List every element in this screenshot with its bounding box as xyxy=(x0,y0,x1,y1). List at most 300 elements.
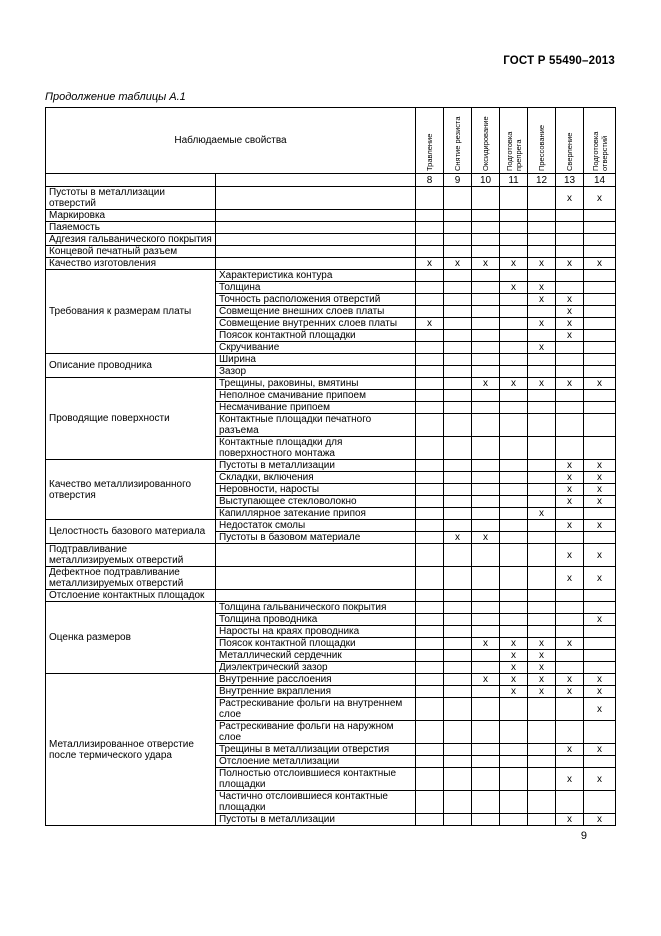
property-sub-label: Выступающее стекловолокно xyxy=(216,496,416,508)
mark-cell xyxy=(500,222,528,234)
mark-cell: х xyxy=(556,544,584,567)
mark-cell xyxy=(444,662,472,674)
mark-cell xyxy=(528,270,556,282)
mark-cell xyxy=(444,472,472,484)
mark-cell xyxy=(528,437,556,460)
mark-cell xyxy=(444,282,472,294)
mark-cell: х xyxy=(500,378,528,390)
process-column-label: Прессование xyxy=(537,124,547,171)
mark-cell xyxy=(416,674,444,686)
mark-cell xyxy=(556,602,584,614)
mark-cell xyxy=(472,437,500,460)
mark-cell: х xyxy=(528,294,556,306)
mark-cell xyxy=(472,602,500,614)
mark-cell xyxy=(416,768,444,791)
mark-cell xyxy=(556,354,584,366)
mark-cell xyxy=(444,650,472,662)
mark-cell xyxy=(416,402,444,414)
mark-cell xyxy=(500,437,528,460)
mark-cell: х xyxy=(556,496,584,508)
property-sub-label: Внутренние расслоения xyxy=(216,674,416,686)
mark-cell: х xyxy=(500,282,528,294)
mark-cell xyxy=(500,187,528,210)
mark-cell xyxy=(444,437,472,460)
mark-cell xyxy=(472,721,500,744)
mark-cell xyxy=(416,508,444,520)
column-numbers-row xyxy=(46,174,616,187)
mark-cell xyxy=(472,342,500,354)
property-sub-label: Складки, включения xyxy=(216,472,416,484)
mark-cell xyxy=(500,544,528,567)
mark-cell xyxy=(584,791,616,814)
mark-cell xyxy=(500,366,528,378)
property-sub-label: Наросты на краях проводника xyxy=(216,626,416,638)
mark-cell xyxy=(444,590,472,602)
mark-cell xyxy=(528,614,556,626)
mark-cell xyxy=(444,270,472,282)
mark-cell xyxy=(444,544,472,567)
property-sub-label xyxy=(216,222,416,234)
mark-cell xyxy=(528,626,556,638)
mark-cell xyxy=(500,814,528,826)
property-sub-label: Растрескивание фольги на наружном слое xyxy=(216,721,416,744)
mark-cell xyxy=(500,508,528,520)
property-sub-label xyxy=(216,590,416,602)
mark-cell xyxy=(584,222,616,234)
mark-cell: х xyxy=(528,342,556,354)
column-number-cell: 9 xyxy=(444,174,472,187)
mark-cell: х xyxy=(444,258,472,270)
mark-cell xyxy=(416,210,444,222)
mark-cell xyxy=(584,437,616,460)
mark-cell xyxy=(556,698,584,721)
mark-cell xyxy=(528,520,556,532)
table-row xyxy=(46,544,616,567)
process-column-label: Травление xyxy=(425,133,435,171)
mark-cell: х xyxy=(528,378,556,390)
mark-cell xyxy=(416,366,444,378)
mark-cell xyxy=(556,282,584,294)
mark-cell: х xyxy=(500,686,528,698)
mark-cell xyxy=(444,721,472,744)
mark-cell xyxy=(500,744,528,756)
mark-cell: х xyxy=(584,614,616,626)
property-group-label: Требования к размерам платы xyxy=(46,270,216,354)
column-number-cell: 8 xyxy=(416,174,444,187)
mark-cell xyxy=(528,414,556,437)
property-sub-label: Полностью отслоившиеся контактные площадки xyxy=(216,768,416,791)
mark-cell xyxy=(444,626,472,638)
mark-cell xyxy=(472,496,500,508)
mark-cell xyxy=(584,721,616,744)
mark-cell: х xyxy=(584,768,616,791)
mark-cell xyxy=(500,318,528,330)
mark-cell xyxy=(528,354,556,366)
mark-cell: х xyxy=(584,378,616,390)
mark-cell xyxy=(500,472,528,484)
mark-cell xyxy=(444,318,472,330)
mark-cell: х xyxy=(556,686,584,698)
page-number: 9 xyxy=(580,830,587,842)
mark-cell xyxy=(500,496,528,508)
mark-cell xyxy=(444,686,472,698)
mark-cell xyxy=(416,814,444,826)
mark-cell xyxy=(416,567,444,590)
mark-cell xyxy=(472,698,500,721)
mark-cell xyxy=(416,721,444,744)
mark-cell xyxy=(416,744,444,756)
mark-cell xyxy=(444,378,472,390)
mark-cell: х xyxy=(584,686,616,698)
mark-cell xyxy=(556,234,584,246)
mark-cell xyxy=(556,626,584,638)
mark-cell xyxy=(528,210,556,222)
mark-cell xyxy=(416,342,444,354)
property-group-label: Паяемость xyxy=(46,222,216,234)
mark-cell xyxy=(500,246,528,258)
mark-cell: х xyxy=(528,686,556,698)
mark-cell xyxy=(528,402,556,414)
mark-cell xyxy=(472,590,500,602)
mark-cell: х xyxy=(584,520,616,532)
property-group-label: Адгезия гальванического покрытия xyxy=(46,234,216,246)
mark-cell xyxy=(584,532,616,544)
mark-cell xyxy=(472,626,500,638)
property-sub-label: Внутренние вкрапления xyxy=(216,686,416,698)
mark-cell xyxy=(416,222,444,234)
process-column-label: Сверление xyxy=(565,132,575,171)
mark-cell xyxy=(584,756,616,768)
property-sub-label: Контактные площадки для поверхностного монтажа xyxy=(216,437,416,460)
mark-cell xyxy=(444,306,472,318)
mark-cell xyxy=(556,342,584,354)
mark-cell xyxy=(416,520,444,532)
mark-cell xyxy=(500,306,528,318)
mark-cell xyxy=(472,318,500,330)
mark-cell xyxy=(556,402,584,414)
mark-cell xyxy=(584,270,616,282)
mark-cell xyxy=(416,791,444,814)
mark-cell xyxy=(416,472,444,484)
table-row xyxy=(46,520,616,532)
mark-cell xyxy=(584,590,616,602)
table-row xyxy=(46,378,616,390)
table-row xyxy=(46,270,616,282)
mark-cell xyxy=(556,721,584,744)
mark-cell xyxy=(416,756,444,768)
mark-cell xyxy=(416,602,444,614)
property-sub-label xyxy=(216,210,416,222)
mark-cell xyxy=(556,437,584,460)
mark-cell xyxy=(528,756,556,768)
property-sub-label xyxy=(216,567,416,590)
mark-cell: х xyxy=(556,460,584,472)
mark-cell xyxy=(444,460,472,472)
property-sub-label: Толщина проводника xyxy=(216,614,416,626)
mark-cell xyxy=(556,246,584,258)
property-group-label: Пустоты в металлизации отверстий xyxy=(46,187,216,210)
mark-cell xyxy=(500,520,528,532)
mark-cell xyxy=(472,744,500,756)
mark-cell xyxy=(472,234,500,246)
mark-cell xyxy=(472,306,500,318)
mark-cell xyxy=(528,814,556,826)
mark-cell: х xyxy=(584,814,616,826)
column-number-cell xyxy=(216,174,416,187)
mark-cell: х xyxy=(528,638,556,650)
property-sub-label xyxy=(216,234,416,246)
column-number-cell: 10 xyxy=(472,174,500,187)
mark-cell xyxy=(528,590,556,602)
property-group-label: Подтравливание металлизируемых отверстий xyxy=(46,544,216,567)
property-sub-label: Трещины в металлизации отверстия xyxy=(216,744,416,756)
table-row xyxy=(46,234,616,246)
mark-cell xyxy=(528,791,556,814)
mark-cell xyxy=(416,234,444,246)
mark-cell xyxy=(556,590,584,602)
mark-cell xyxy=(416,650,444,662)
mark-cell: х xyxy=(584,472,616,484)
table-row xyxy=(46,602,616,614)
mark-cell: х xyxy=(528,282,556,294)
mark-cell: х xyxy=(500,258,528,270)
mark-cell xyxy=(472,282,500,294)
process-column-header-cell xyxy=(584,108,616,174)
process-column-header-cell xyxy=(444,108,472,174)
mark-cell: х xyxy=(556,638,584,650)
mark-cell xyxy=(500,768,528,791)
property-sub-label xyxy=(216,258,416,270)
mark-cell: х xyxy=(584,460,616,472)
mark-cell xyxy=(416,590,444,602)
mark-cell: х xyxy=(556,768,584,791)
mark-cell xyxy=(472,686,500,698)
mark-cell xyxy=(472,520,500,532)
mark-cell xyxy=(416,246,444,258)
mark-cell xyxy=(584,626,616,638)
mark-cell: х xyxy=(416,258,444,270)
mark-cell xyxy=(584,650,616,662)
mark-cell xyxy=(416,532,444,544)
mark-cell xyxy=(528,698,556,721)
property-sub-label xyxy=(216,246,416,258)
mark-cell xyxy=(416,378,444,390)
properties-table xyxy=(45,107,616,826)
mark-cell xyxy=(472,508,500,520)
mark-cell xyxy=(556,366,584,378)
mark-cell xyxy=(416,626,444,638)
property-sub-label: Диэлектрический зазор xyxy=(216,662,416,674)
mark-cell xyxy=(556,508,584,520)
mark-cell xyxy=(528,472,556,484)
mark-cell xyxy=(500,234,528,246)
process-column-header-cell xyxy=(556,108,584,174)
column-number-cell: 12 xyxy=(528,174,556,187)
mark-cell xyxy=(528,222,556,234)
mark-cell: х xyxy=(556,378,584,390)
table-header xyxy=(46,108,616,187)
property-sub-label: Точность расположения отверстий xyxy=(216,294,416,306)
mark-cell: х xyxy=(528,258,556,270)
mark-cell xyxy=(416,698,444,721)
mark-cell xyxy=(472,472,500,484)
property-sub-label xyxy=(216,187,416,210)
mark-cell: х xyxy=(584,674,616,686)
mark-cell xyxy=(444,354,472,366)
mark-cell xyxy=(584,602,616,614)
mark-cell xyxy=(416,686,444,698)
table-body xyxy=(46,187,616,826)
property-group-label: Целостность базового материала xyxy=(46,520,216,544)
mark-cell xyxy=(444,234,472,246)
mark-cell: х xyxy=(584,698,616,721)
mark-cell xyxy=(584,662,616,674)
mark-cell xyxy=(472,354,500,366)
mark-cell xyxy=(500,791,528,814)
mark-cell xyxy=(472,460,500,472)
mark-cell xyxy=(472,814,500,826)
mark-cell: х xyxy=(444,532,472,544)
mark-cell xyxy=(584,210,616,222)
process-column-label: Оксидирование xyxy=(481,116,491,171)
mark-cell xyxy=(472,246,500,258)
mark-cell xyxy=(444,744,472,756)
mark-cell: х xyxy=(500,650,528,662)
mark-cell xyxy=(500,330,528,342)
mark-cell xyxy=(584,246,616,258)
mark-cell: х xyxy=(528,650,556,662)
mark-cell xyxy=(500,294,528,306)
table-row xyxy=(46,222,616,234)
property-group-label: Дефектное подтравливание металлизируемых отверстий xyxy=(46,567,216,590)
column-number-cell xyxy=(46,174,216,187)
mark-cell xyxy=(556,222,584,234)
mark-cell: х xyxy=(556,294,584,306)
mark-cell xyxy=(500,484,528,496)
mark-cell xyxy=(500,532,528,544)
mark-cell xyxy=(528,390,556,402)
mark-cell xyxy=(444,390,472,402)
mark-cell xyxy=(444,246,472,258)
mark-cell xyxy=(472,222,500,234)
mark-cell xyxy=(584,390,616,402)
mark-cell xyxy=(472,650,500,662)
mark-cell xyxy=(416,460,444,472)
mark-cell: х xyxy=(500,638,528,650)
mark-cell xyxy=(556,210,584,222)
mark-cell xyxy=(528,602,556,614)
mark-cell xyxy=(444,222,472,234)
mark-cell xyxy=(500,721,528,744)
mark-cell xyxy=(472,402,500,414)
mark-cell xyxy=(528,768,556,791)
mark-cell xyxy=(444,294,472,306)
mark-cell xyxy=(444,768,472,791)
mark-cell xyxy=(472,662,500,674)
mark-cell xyxy=(416,614,444,626)
property-sub-label: Характеристика контура xyxy=(216,270,416,282)
mark-cell xyxy=(444,342,472,354)
mark-cell: х xyxy=(556,744,584,756)
mark-cell xyxy=(584,638,616,650)
mark-cell xyxy=(528,744,556,756)
mark-cell xyxy=(416,270,444,282)
mark-cell: х xyxy=(556,814,584,826)
mark-cell xyxy=(444,187,472,210)
mark-cell: х xyxy=(584,544,616,567)
mark-cell xyxy=(556,650,584,662)
mark-cell xyxy=(528,306,556,318)
property-group-label: Маркировка xyxy=(46,210,216,222)
properties-header-cell: Наблюдаемые свойства xyxy=(46,108,416,174)
property-sub-label: Совмещение внутренних слоев платы xyxy=(216,318,416,330)
property-sub-label: Отслоение металлизации xyxy=(216,756,416,768)
mark-cell: х xyxy=(472,532,500,544)
mark-cell xyxy=(444,614,472,626)
property-sub-label: Неровности, наросты xyxy=(216,484,416,496)
mark-cell xyxy=(472,414,500,437)
mark-cell xyxy=(444,602,472,614)
table-caption: Продолжение таблицы А.1 xyxy=(45,91,186,103)
mark-cell xyxy=(416,330,444,342)
property-sub-label: Контактные площадки печатного разъема xyxy=(216,414,416,437)
mark-cell: х xyxy=(528,508,556,520)
mark-cell xyxy=(528,330,556,342)
property-sub-label: Капиллярное затекание припоя xyxy=(216,508,416,520)
mark-cell xyxy=(584,330,616,342)
mark-cell xyxy=(444,508,472,520)
mark-cell: х xyxy=(556,330,584,342)
mark-cell xyxy=(528,532,556,544)
process-column-header-cell xyxy=(472,108,500,174)
property-group-label: Отслоение контактных площадок xyxy=(46,590,216,602)
property-sub-label: Недостаток смолы xyxy=(216,520,416,532)
mark-cell xyxy=(416,638,444,650)
mark-cell xyxy=(416,414,444,437)
mark-cell: х xyxy=(556,674,584,686)
property-sub-label: Поясок контактной площадки xyxy=(216,638,416,650)
mark-cell xyxy=(500,210,528,222)
property-sub-label: Пустоты в базовом материале xyxy=(216,532,416,544)
property-sub-label: Трещины, раковины, вмятины xyxy=(216,378,416,390)
mark-cell xyxy=(556,414,584,437)
mark-cell xyxy=(444,414,472,437)
mark-cell xyxy=(584,282,616,294)
mark-cell: х xyxy=(500,674,528,686)
mark-cell: х xyxy=(584,567,616,590)
mark-cell xyxy=(528,187,556,210)
mark-cell xyxy=(584,366,616,378)
mark-cell xyxy=(444,638,472,650)
mark-cell xyxy=(528,496,556,508)
mark-cell: х xyxy=(528,318,556,330)
mark-cell xyxy=(500,270,528,282)
mark-cell xyxy=(416,282,444,294)
mark-cell: х xyxy=(472,638,500,650)
mark-cell xyxy=(500,460,528,472)
mark-cell xyxy=(584,318,616,330)
property-sub-label: Несмачивание припоем xyxy=(216,402,416,414)
property-group-label: Описание проводника xyxy=(46,354,216,378)
mark-cell xyxy=(444,402,472,414)
mark-cell: х xyxy=(556,187,584,210)
mark-cell xyxy=(528,544,556,567)
mark-cell xyxy=(500,342,528,354)
mark-cell xyxy=(500,626,528,638)
column-number-cell: 11 xyxy=(500,174,528,187)
mark-cell xyxy=(444,756,472,768)
column-number-cell: 14 xyxy=(584,174,616,187)
